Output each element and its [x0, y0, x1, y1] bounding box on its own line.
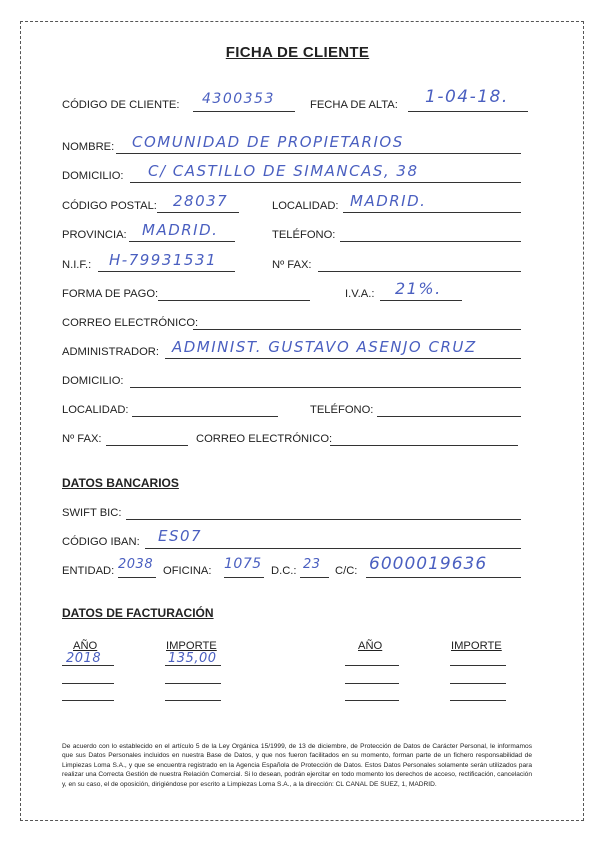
legal-notice: De acuerdo con lo establecido en el artículo 5 de la Ley Orgánica 15/1999, de 13 de diciembre, de Protección de Datos de Carácter Personal, le informamos que sus Datos Personales incluidos en nuestra Base de Datos, y que nos fueron facilitados en su momento, forman parte de un fichero responsabilidad de Limpiezas Loma S.A., y que se encuentra registrado en la Agencia Española de Protección de Datos. Estos Datos Personales solamente serán utilizados para realizar una Correcta Gestión de nuestra Relación Comercial. Si lo desean, podrán ejercitar en todo momento los derechos de acceso, rectificación, cancelación y, en su caso, el de oposición, dirigiéndose por escrito a Limpiezas Loma S.A., a la dirección: CL CANAL DE SUEZ, 1, MADRID.	[62, 743, 532, 788]
dc-value: 23	[303, 557, 321, 572]
adm-fax-field[interactable]	[106, 431, 188, 446]
fact-ano-2-line-1[interactable]	[345, 651, 399, 666]
cc-label: C/C:	[335, 565, 358, 577]
fecha-alta-value: 1-04-18.	[425, 87, 509, 107]
adm-domicilio-label: DOMICILIO:	[62, 375, 124, 387]
forma-pago-label: FORMA DE PAGO:	[62, 288, 159, 300]
datos-bancarios-heading: DATOS BANCARIOS	[62, 476, 179, 490]
adm-localidad-label: LOCALIDAD:	[62, 404, 129, 416]
iva-label: I.V.A.:	[345, 288, 375, 300]
fact-importe-1-line-2[interactable]	[165, 669, 221, 684]
codigo-postal-label: CÓDIGO POSTAL:	[62, 200, 157, 212]
fact-ano-1-line-1[interactable]	[62, 651, 114, 666]
codigo-postal-value: 28037	[173, 192, 229, 210]
swift-field[interactable]	[126, 505, 521, 520]
fact-importe-2-line-1[interactable]	[450, 651, 506, 666]
forma-pago-field[interactable]	[158, 286, 310, 301]
localidad-value: MADRID.	[350, 192, 427, 210]
fax-label: Nº FAX:	[272, 259, 312, 271]
provincia-value: MADRID.	[142, 221, 219, 239]
fact-importe-2-line-3[interactable]	[450, 686, 506, 701]
dc-label: D.C.:	[271, 565, 297, 577]
col-ano-1: AÑO	[73, 640, 98, 652]
adm-telefono-field[interactable]	[377, 402, 521, 417]
fact-ano-1-line-2[interactable]	[62, 669, 114, 684]
page-title: FICHA DE CLIENTE	[225, 44, 370, 61]
oficina-value: 1075	[224, 556, 262, 572]
domicilio-label: DOMICILIO:	[62, 170, 124, 182]
fact-ano-2-line-2[interactable]	[345, 669, 399, 684]
adm-telefono-label: TELÉFONO:	[310, 404, 374, 416]
fecha-alta-label: FECHA DE ALTA:	[310, 99, 398, 111]
administrador-value: ADMINIST. GUSTAVO ASENJO CRUZ	[172, 338, 477, 356]
oficina-label: OFICINA:	[163, 565, 212, 577]
adm-localidad-field[interactable]	[132, 402, 278, 417]
telefono-label: TELÉFONO:	[272, 229, 336, 241]
nif-label: N.I.F.:	[62, 259, 92, 271]
provincia-label: PROVINCIA:	[62, 229, 127, 241]
col-importe-2: IMPORTE	[451, 640, 502, 652]
iban-value: ES07	[158, 527, 203, 545]
adm-correo-field[interactable]	[330, 431, 518, 446]
localidad-label: LOCALIDAD:	[272, 200, 339, 212]
fact-ano-1-line-3[interactable]	[62, 686, 114, 701]
row1-importe-value: 135,00	[168, 651, 217, 666]
iva-value: 21%.	[395, 279, 442, 298]
entidad-label: ENTIDAD:	[62, 565, 115, 577]
fact-importe-1-line-1[interactable]	[165, 651, 221, 666]
swift-label: SWIFT BIC:	[62, 507, 122, 519]
codigo-cliente-label: CÓDIGO DE CLIENTE:	[62, 99, 180, 111]
datos-facturacion-heading: DATOS DE FACTURACIÓN	[62, 606, 214, 620]
correo-label: CORREO ELECTRÓNICO:	[62, 317, 199, 329]
administrador-label: ADMINISTRADOR:	[62, 346, 159, 358]
domicilio-value: C/ CASTILLO DE SIMANCAS, 38	[148, 162, 419, 180]
fact-importe-2-line-2[interactable]	[450, 669, 506, 684]
adm-domicilio-field[interactable]	[130, 373, 521, 388]
fax-field[interactable]	[318, 257, 521, 272]
correo-field[interactable]	[193, 315, 521, 330]
adm-fax-label: Nº FAX:	[62, 433, 102, 445]
nombre-value: COMUNIDAD DE PROPIETARIOS	[132, 133, 404, 151]
fact-ano-2-line-3[interactable]	[345, 686, 399, 701]
adm-correo-label: CORREO ELECTRÓNICO:	[196, 433, 333, 445]
fact-importe-1-line-3[interactable]	[165, 686, 221, 701]
telefono-field[interactable]	[340, 227, 521, 242]
col-ano-2: AÑO	[358, 640, 383, 652]
nif-value: H-79931531	[109, 251, 218, 269]
row1-ano-value: 2018	[66, 651, 102, 666]
iban-label: CÓDIGO IBAN:	[62, 536, 140, 548]
entidad-value: 2038	[118, 557, 154, 572]
codigo-cliente-value: 4300353	[202, 91, 275, 107]
cc-value: 6000019636	[369, 554, 488, 574]
nombre-label: NOMBRE:	[62, 141, 115, 153]
col-importe-1: IMPORTE	[166, 640, 217, 652]
